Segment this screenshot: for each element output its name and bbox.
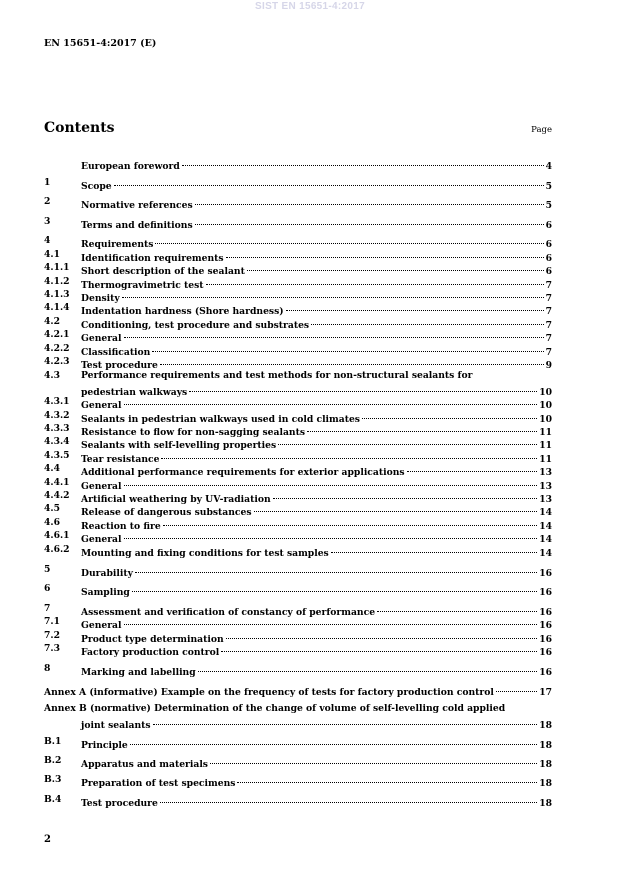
toc-entry-continuation[interactable] xyxy=(44,716,552,731)
toc-entry-title: Apparatus and materials xyxy=(81,759,208,770)
toc-entry-title: General xyxy=(81,620,122,631)
toc-entry-title-row xyxy=(81,736,552,752)
toc-entry-title: Test procedure xyxy=(81,360,158,371)
toc-entry-page: 16 xyxy=(539,620,552,631)
toc-entry-page: 13 xyxy=(539,494,552,505)
toc-entry-title-row xyxy=(44,703,552,715)
toc-entry-page: 10 xyxy=(539,387,552,398)
toc-entry-title: Sampling xyxy=(81,587,130,598)
contents-header xyxy=(44,120,552,140)
toc-entry[interactable] xyxy=(44,302,552,317)
toc-entry-page: 14 xyxy=(539,507,552,518)
toc-entry-title: Classification xyxy=(81,347,151,358)
toc-entry-number: 4.3.3 xyxy=(44,423,70,434)
toc-entry-title-row xyxy=(81,794,552,810)
toc-entry-page: 14 xyxy=(539,534,552,545)
toc-entry-title: Marking and labelling xyxy=(81,667,196,678)
toc-entry-number: 4.3 xyxy=(44,370,60,381)
toc-entry-title-row xyxy=(81,216,552,232)
toc-entry-number: 2 xyxy=(44,196,51,207)
toc-entry-number: 4.5 xyxy=(44,503,60,514)
toc-entry-title: Sealants in pedestrian walkways used in cold climates xyxy=(81,414,360,425)
toc-entry-title: Product type determination xyxy=(81,634,224,645)
dot-leader xyxy=(160,356,544,368)
dot-leader xyxy=(130,736,537,748)
toc-entry-number: 4.3.1 xyxy=(44,396,70,407)
toc-entry-page: 16 xyxy=(539,607,552,618)
toc-entry-title: Additional performance requirements for exterior applications xyxy=(81,467,405,478)
dot-leader xyxy=(198,663,538,675)
toc-entry-number: 4.6.1 xyxy=(44,530,70,541)
toc-entry-title: General xyxy=(81,400,122,411)
toc-entry-page: 13 xyxy=(539,481,552,492)
toc-entry-title-continued: pedestrian walkways xyxy=(81,387,188,398)
toc-entry[interactable] xyxy=(44,289,552,304)
toc-entry-title-row xyxy=(81,663,552,679)
toc-entry[interactable] xyxy=(44,774,552,789)
dot-leader xyxy=(210,755,537,767)
dot-leader xyxy=(124,396,538,408)
toc-entry[interactable] xyxy=(44,423,552,438)
page-column-label: Page xyxy=(531,125,552,135)
toc-entry[interactable] xyxy=(44,216,552,231)
toc-entry-number: 4.6.2 xyxy=(44,544,70,555)
dot-leader xyxy=(152,343,543,355)
toc-entry-number: 4.2.2 xyxy=(44,343,70,354)
dot-leader xyxy=(124,329,544,341)
toc-entry-page: 6 xyxy=(545,239,552,250)
toc-entry[interactable] xyxy=(44,503,552,518)
toc-entry[interactable] xyxy=(44,663,552,678)
toc-entry[interactable] xyxy=(44,262,552,277)
toc-entry-page: 16 xyxy=(539,647,552,658)
toc-entry-page: 7 xyxy=(545,320,552,331)
toc-entry-title-row xyxy=(81,716,552,732)
toc-entry-page: 7 xyxy=(545,280,552,291)
toc-entry-number: B.3 xyxy=(44,774,62,785)
toc-entry-title-row xyxy=(81,564,552,580)
toc-entry-title: General xyxy=(81,333,122,344)
toc-entry[interactable] xyxy=(44,755,552,770)
toc-entry-title: Artificial weathering by UV-radiation xyxy=(81,494,271,505)
toc-entry-title-row xyxy=(81,196,552,212)
toc-entry[interactable] xyxy=(44,736,552,751)
dot-leader xyxy=(254,503,538,515)
toc-entry-page: 16 xyxy=(539,568,552,579)
toc-entry-title: Annex B (normative) Determination of the change of volume of self-levelling cold applied xyxy=(44,703,506,714)
dot-leader xyxy=(311,316,543,328)
dot-leader xyxy=(195,216,544,228)
toc-entry-number: 4.1.2 xyxy=(44,276,70,287)
toc-entry[interactable] xyxy=(44,316,552,331)
toc-entry-number: 4.1 xyxy=(44,249,60,260)
dot-leader xyxy=(161,450,537,462)
toc-entry[interactable] xyxy=(44,450,552,465)
toc-entry-number: 4.3.5 xyxy=(44,450,70,461)
toc-entry-page: 13 xyxy=(539,467,552,478)
toc-entry-title: Performance requirements and test methods for non-structural sealants for xyxy=(81,370,473,381)
toc-entry-page: 16 xyxy=(539,667,552,678)
toc-entry-page: 9 xyxy=(545,360,552,371)
dot-leader xyxy=(132,583,537,595)
dot-leader xyxy=(237,774,537,786)
toc-entry-number: 4.3.2 xyxy=(44,410,70,421)
toc-entry[interactable] xyxy=(44,276,552,291)
toc-entry-number: 4.2 xyxy=(44,316,60,327)
toc-entry-page: 16 xyxy=(539,587,552,598)
toc-entry-title: Durability xyxy=(81,568,133,579)
dot-leader xyxy=(189,383,537,395)
toc-entry-page: 6 xyxy=(545,266,552,277)
toc-entry[interactable] xyxy=(44,630,552,645)
toc-entry-number: 7.2 xyxy=(44,630,60,641)
toc-entry-number: 8 xyxy=(44,663,51,674)
dot-leader xyxy=(153,716,538,728)
toc-entry-number: 4.1.3 xyxy=(44,289,70,300)
watermark: SIST EN 15651-4:2017 xyxy=(255,1,365,12)
toc-entry-number: 1 xyxy=(44,177,51,188)
toc-entry-page: 7 xyxy=(545,333,552,344)
toc-entry-page: 18 xyxy=(539,759,552,770)
toc-entry-number: B.4 xyxy=(44,794,62,805)
toc-entry[interactable] xyxy=(44,396,552,411)
toc-entry[interactable] xyxy=(44,177,552,192)
toc-entry-number: 6 xyxy=(44,583,51,594)
toc-entry-number: 4.4 xyxy=(44,463,60,474)
dot-leader xyxy=(221,643,537,655)
contents-title: Contents xyxy=(44,120,115,136)
dot-leader xyxy=(331,544,537,556)
toc-entry-title-row xyxy=(81,643,552,659)
toc-entry-title: Indentation hardness (Shore hardness) xyxy=(81,306,284,317)
toc-entry-title: Normative references xyxy=(81,200,193,211)
dot-leader xyxy=(182,157,544,169)
dot-leader xyxy=(377,603,537,615)
toc-entry-title: Density xyxy=(81,293,120,304)
toc-entry-title-row xyxy=(44,683,552,699)
toc-entry-number: 4.4.1 xyxy=(44,477,70,488)
toc-entry[interactable] xyxy=(44,643,552,658)
dot-leader xyxy=(286,302,544,314)
toc-entry[interactable] xyxy=(44,530,552,545)
dot-leader xyxy=(247,262,544,274)
toc-entry-title: Preparation of test specimens xyxy=(81,778,236,789)
toc-entry-title: General xyxy=(81,534,122,545)
toc-entry-title: Scope xyxy=(81,181,112,192)
toc-entry-page: 14 xyxy=(539,521,552,532)
toc-entry[interactable] xyxy=(44,370,552,382)
toc-entry[interactable] xyxy=(44,477,552,492)
toc-entry-number: 4.2.1 xyxy=(44,329,70,340)
toc-entry[interactable] xyxy=(44,583,552,598)
dot-leader xyxy=(114,177,544,189)
dot-leader xyxy=(135,564,537,576)
toc-entry-page: 18 xyxy=(539,720,552,731)
toc-entry[interactable] xyxy=(44,157,552,172)
toc-entry-title: Principle xyxy=(81,740,128,751)
toc-entry[interactable] xyxy=(44,703,552,715)
toc-entry-title: Factory production control xyxy=(81,647,220,658)
toc-entry-title-row xyxy=(81,157,552,173)
toc-entry[interactable] xyxy=(44,463,552,478)
toc-entry-page: 10 xyxy=(539,414,552,425)
toc-entry-number: 4.1.4 xyxy=(44,302,70,313)
toc-entry-page: 4 xyxy=(545,161,552,172)
dot-leader xyxy=(307,423,537,435)
toc-entry-number: 4.3.4 xyxy=(44,436,70,447)
toc-entry-title: Sealants with self-levelling properties xyxy=(81,440,277,451)
document-id: EN 15651-4:2017 (E) xyxy=(44,38,157,49)
toc-entry-number: 3 xyxy=(44,216,51,227)
toc-entry-page: 6 xyxy=(545,220,552,231)
toc-entry-title: Reaction to fire xyxy=(81,521,161,532)
dot-leader xyxy=(163,517,537,529)
toc-entry-page: 18 xyxy=(539,778,552,789)
toc-entry-title-row xyxy=(81,370,552,382)
toc-entry[interactable] xyxy=(44,603,552,618)
toc-entry-page: 11 xyxy=(539,454,552,465)
dot-leader xyxy=(124,616,538,628)
dot-leader xyxy=(273,490,538,502)
toc-entry-title: Identification requirements xyxy=(81,253,224,264)
toc-entry-page: 5 xyxy=(545,181,552,192)
toc-entry-page: 7 xyxy=(545,293,552,304)
toc-entry-page: 7 xyxy=(545,347,552,358)
toc-entry-title: Test procedure xyxy=(81,798,158,809)
toc-entry-title: Annex A (informative) Example on the frequency of tests for factory production control xyxy=(44,687,494,698)
toc-entry-title-row xyxy=(81,544,552,560)
toc-entry-title-row xyxy=(81,774,552,790)
toc-entry-title: Thermogravimetric test xyxy=(81,280,204,291)
dot-leader xyxy=(122,289,544,301)
toc-entry-number: 7.1 xyxy=(44,616,60,627)
toc-entry-number: 7.3 xyxy=(44,643,60,654)
toc-entry[interactable] xyxy=(44,517,552,532)
toc-entry-number: 7 xyxy=(44,603,51,614)
toc-entry-title: Tear resistance xyxy=(81,454,160,465)
dot-leader xyxy=(362,410,537,422)
toc-entry-page: 6 xyxy=(545,253,552,264)
toc-entry-number: 5 xyxy=(44,564,51,575)
toc-entry-page: 18 xyxy=(539,798,552,809)
toc-entry-page: 7 xyxy=(545,306,552,317)
dot-leader xyxy=(155,235,543,247)
dot-leader xyxy=(496,683,537,695)
toc-entry-page: 5 xyxy=(545,200,552,211)
toc-entry-title: European foreword xyxy=(81,161,180,172)
toc-entry-continuation[interactable] xyxy=(44,383,552,398)
toc-entry[interactable] xyxy=(44,356,552,371)
toc-entry-title-row xyxy=(81,583,552,599)
toc-entry[interactable] xyxy=(44,544,552,559)
dot-leader xyxy=(226,630,538,642)
dot-leader xyxy=(160,794,537,806)
toc-entry[interactable] xyxy=(44,410,552,425)
toc-entry-title: Terms and definitions xyxy=(81,220,193,231)
dot-leader xyxy=(407,463,538,475)
toc-entry[interactable] xyxy=(44,249,552,264)
toc-entry-page: 11 xyxy=(539,427,552,438)
dot-leader xyxy=(206,276,544,288)
dot-leader xyxy=(278,436,537,448)
toc-entry[interactable] xyxy=(44,329,552,344)
toc-entry-number: 4 xyxy=(44,235,51,246)
toc-entry-number: B.2 xyxy=(44,755,62,766)
dot-leader xyxy=(124,477,538,489)
toc-entry-page: 18 xyxy=(539,740,552,751)
toc-entry-title-row xyxy=(81,755,552,771)
toc-entry[interactable] xyxy=(44,616,552,631)
toc-entry[interactable] xyxy=(44,436,552,451)
toc-entry-title: Assessment and verification of constancy of performance xyxy=(81,607,376,618)
toc-entry-title: Mounting and fixing conditions for test samples xyxy=(81,548,329,559)
toc-entry-title: General xyxy=(81,481,122,492)
toc-entry-title-row xyxy=(81,177,552,193)
toc-entry-page: 10 xyxy=(539,400,552,411)
toc-entry[interactable] xyxy=(44,343,552,358)
toc-entry-number: 4.4.2 xyxy=(44,490,70,501)
toc-entry[interactable] xyxy=(44,235,552,250)
dot-leader xyxy=(226,249,544,261)
toc-entry-page: 14 xyxy=(539,548,552,559)
toc-entry-page: 11 xyxy=(539,440,552,451)
toc-entry-number: 4.2.3 xyxy=(44,356,70,367)
dot-leader xyxy=(195,196,544,208)
toc-entry[interactable] xyxy=(44,794,552,809)
page-number: 2 xyxy=(44,834,51,845)
toc-entry-title-continued: joint sealants xyxy=(81,720,151,731)
toc-entry-title: Short description of the sealant xyxy=(81,266,245,277)
toc-entry-title: Resistance to flow for non-sagging sealants xyxy=(81,427,306,438)
toc-entry[interactable] xyxy=(44,564,552,579)
toc-entry[interactable] xyxy=(44,490,552,505)
toc-entry-page: 16 xyxy=(539,634,552,645)
toc-entry-number: 4.1.1 xyxy=(44,262,70,273)
toc-entry-page: 17 xyxy=(539,687,552,698)
toc-entry-title: Conditioning, test procedure and substrates xyxy=(81,320,310,331)
toc-entry[interactable] xyxy=(44,683,552,698)
toc-entry-number: B.1 xyxy=(44,736,62,747)
toc-entry-title: Requirements xyxy=(81,239,154,250)
toc-entry-number: 4.6 xyxy=(44,517,60,528)
dot-leader xyxy=(124,530,538,542)
toc-entry[interactable] xyxy=(44,196,552,211)
toc-entry-title: Release of dangerous substances xyxy=(81,507,252,518)
